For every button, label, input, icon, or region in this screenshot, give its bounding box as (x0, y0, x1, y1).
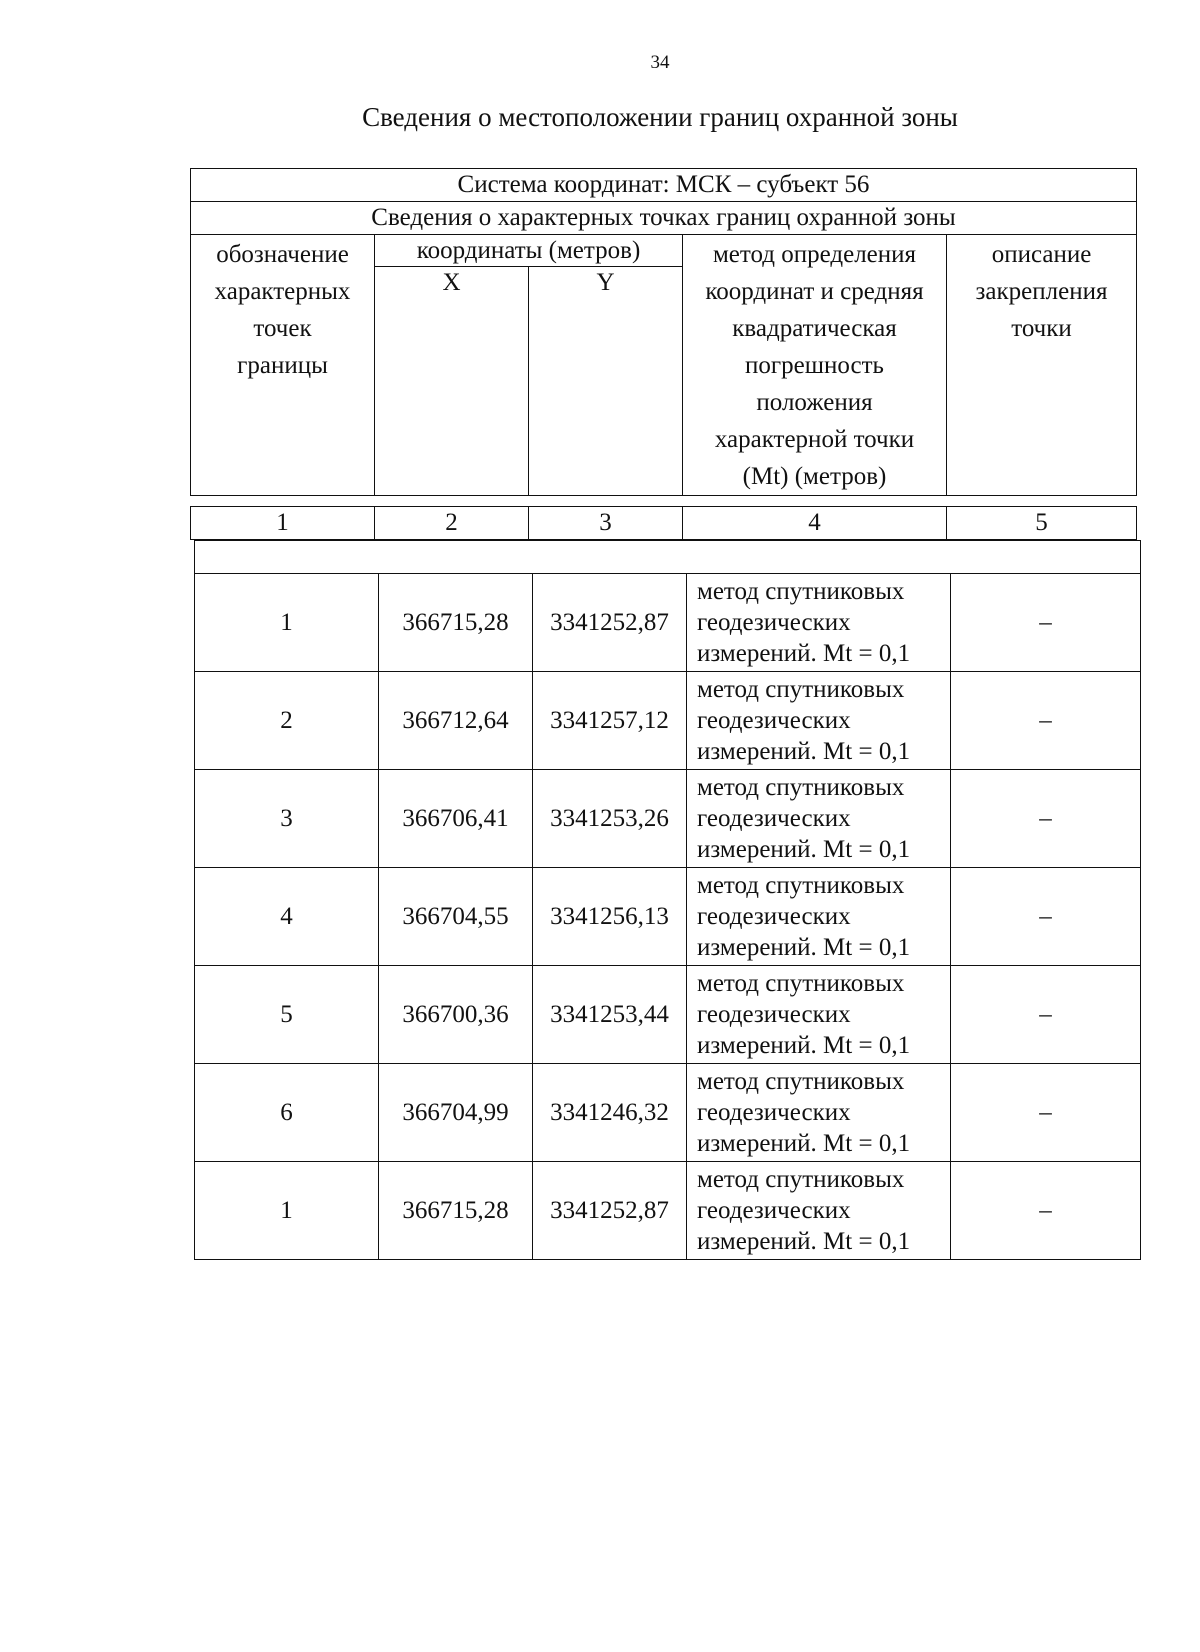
cell-y: 3341252,87 (533, 574, 687, 672)
cell-x: 366715,28 (379, 1162, 533, 1260)
cell-point: 6 (195, 1064, 379, 1162)
cell-point: 1 (195, 574, 379, 672)
header-text-line: характерных (214, 278, 351, 305)
cell-point: 2 (195, 672, 379, 770)
header-text-line: координат и средняя (705, 278, 924, 305)
cell-method (687, 770, 951, 868)
cell-point: 1 (195, 1162, 379, 1260)
header-text-line: квадратическая (732, 315, 897, 342)
column-number-table (190, 506, 1137, 540)
cell-x: 366715,28 (379, 574, 533, 672)
method-line: метод спутниковых (697, 872, 905, 899)
table-row (195, 966, 1141, 1064)
cell-description: – (951, 1162, 1141, 1260)
cell-description: – (951, 868, 1141, 966)
cell-y: 3341253,44 (533, 966, 687, 1064)
header-text-line: метод определения (712, 241, 917, 268)
cell-y: 3341252,87 (533, 1162, 687, 1260)
cell-description: – (951, 1064, 1141, 1162)
method-line: метод спутниковых (697, 774, 905, 801)
cell-x: 366700,36 (379, 966, 533, 1064)
column-number: 2 (375, 507, 529, 540)
table-row (195, 770, 1141, 868)
method-line: метод спутниковых (697, 970, 905, 997)
header-text-line: закрепления (975, 278, 1108, 305)
column-number: 4 (683, 507, 947, 540)
header-point-designation (191, 235, 375, 496)
cell-description: – (951, 770, 1141, 868)
column-number: 5 (947, 507, 1137, 540)
coordinate-system: Система координат: МСК – субъект 56 (191, 169, 1137, 202)
header-method (683, 235, 947, 496)
section-title: Сведения о характерных точках границ охранной зоны (191, 202, 1137, 235)
header-text-line: характерной точки (714, 426, 915, 453)
cell-method (687, 966, 951, 1064)
table-row (195, 868, 1141, 966)
header-text-line: положения (756, 389, 873, 416)
header-text-line: точки (1011, 315, 1072, 342)
table-row (195, 672, 1141, 770)
header-text-line: погрешность (745, 352, 884, 379)
method-line: измерений. Mt = 0,1 (697, 934, 911, 961)
method-line: измерений. Mt = 0,1 (697, 1130, 911, 1157)
header-text-line: описание (991, 241, 1092, 268)
method-line: измерений. Mt = 0,1 (697, 1032, 911, 1059)
header-text-line: границы (237, 352, 328, 379)
header-y: Y (529, 267, 683, 496)
table-row (195, 1162, 1141, 1260)
method-line: измерений. Mt = 0,1 (697, 738, 911, 765)
method-line: измерений. Mt = 0,1 (697, 640, 911, 667)
cell-method (687, 868, 951, 966)
cell-point: 3 (195, 770, 379, 868)
cell-point: 4 (195, 868, 379, 966)
column-number: 1 (191, 507, 375, 540)
header-text-line: обозначение (216, 241, 349, 268)
method-line: геодезических (697, 1001, 851, 1028)
page-number: 34 (650, 52, 670, 73)
cell-description: – (951, 574, 1141, 672)
cell-method (687, 574, 951, 672)
empty-row (195, 541, 1141, 574)
cell-point: 5 (195, 966, 379, 1064)
cell-x: 366712,64 (379, 672, 533, 770)
cell-y: 3341253,26 (533, 770, 687, 868)
method-line: геодезических (697, 805, 851, 832)
points-table (194, 540, 1141, 1260)
method-line: метод спутниковых (697, 1068, 905, 1095)
header-coordinates: координаты (метров) (375, 235, 683, 267)
cell-description: – (951, 672, 1141, 770)
cell-method (687, 1064, 951, 1162)
table-row (195, 574, 1141, 672)
table-row (195, 1064, 1141, 1162)
cell-x: 366706,41 (379, 770, 533, 868)
cell-y: 3341256,13 (533, 868, 687, 966)
method-line: геодезических (697, 707, 851, 734)
header-text-line: (Mt) (метров) (742, 463, 887, 490)
cell-x: 366704,99 (379, 1064, 533, 1162)
header-description (947, 235, 1137, 496)
cell-method (687, 672, 951, 770)
cell-y: 3341246,32 (533, 1064, 687, 1162)
document-title: Сведения о местоположении границ охранной зоны (362, 102, 958, 132)
method-line: геодезических (697, 903, 851, 930)
method-line: измерений. Mt = 0,1 (697, 836, 911, 863)
cell-description: – (951, 966, 1141, 1064)
header-text-line: точек (253, 315, 312, 342)
cell-method (687, 1162, 951, 1260)
method-line: геодезических (697, 1197, 851, 1224)
method-line: геодезических (697, 1099, 851, 1126)
cell-x: 366704,55 (379, 868, 533, 966)
cell-y: 3341257,12 (533, 672, 687, 770)
method-line: измерений. Mt = 0,1 (697, 1228, 911, 1255)
column-number: 3 (529, 507, 683, 540)
header-x: X (375, 267, 529, 496)
method-line: метод спутниковых (697, 676, 905, 703)
points-table-body (195, 574, 1141, 1260)
header-table (190, 168, 1137, 496)
method-line: метод спутниковых (697, 578, 905, 605)
method-line: геодезических (697, 609, 851, 636)
method-line: метод спутниковых (697, 1166, 905, 1193)
